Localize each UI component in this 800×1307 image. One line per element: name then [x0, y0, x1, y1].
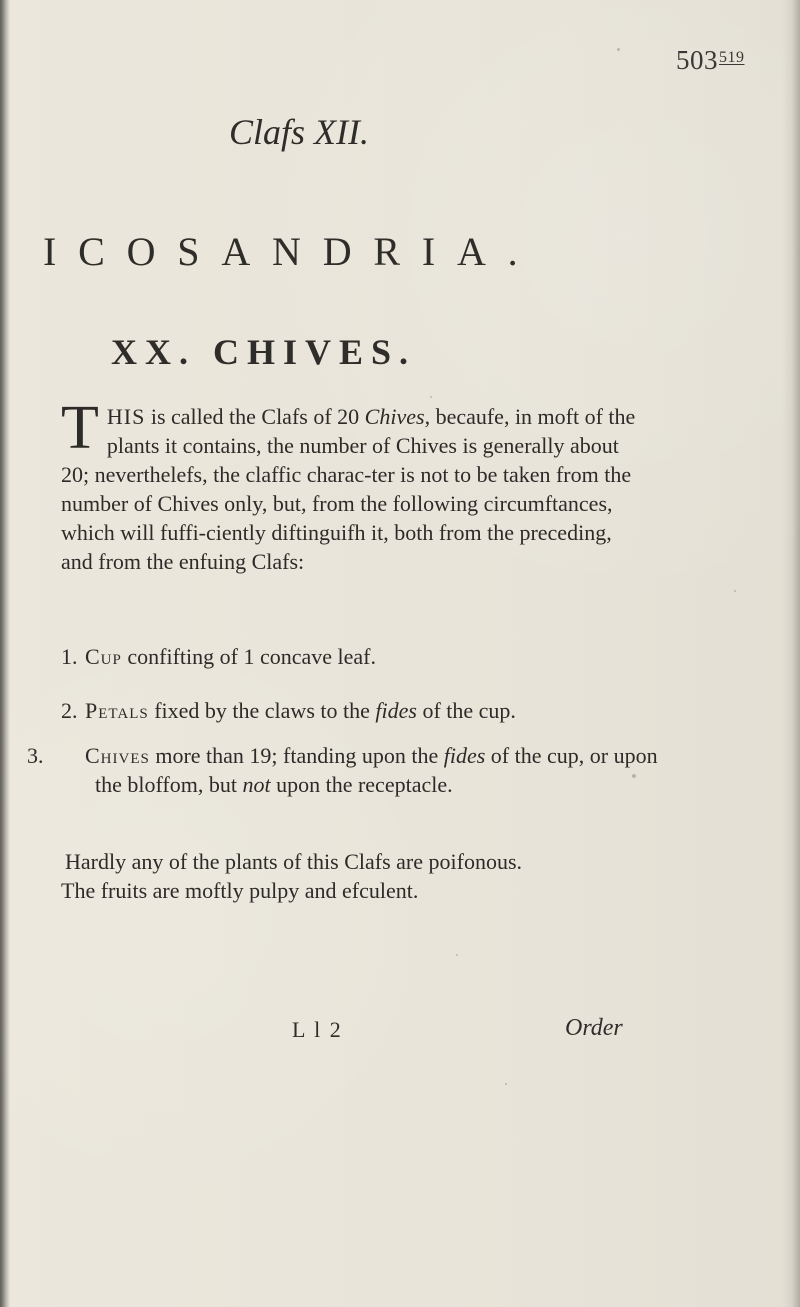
list-item-title: Cup	[85, 644, 122, 669]
page-number	[676, 45, 745, 76]
intro-opening-word: HIS	[106, 404, 146, 429]
list-item-number: 2.	[61, 698, 78, 723]
page-binding-edge	[0, 0, 10, 1307]
list-item-emphasis-not: not	[242, 772, 271, 797]
paper-speck	[734, 590, 736, 592]
closing-paragraph	[61, 847, 641, 905]
page-right-shadow	[782, 0, 800, 1307]
list-item	[61, 642, 641, 671]
list-item-text-after: of the cup.	[416, 698, 516, 723]
list-item-title: Petals	[85, 698, 149, 723]
section-title: XX. CHIVES.	[111, 332, 417, 372]
catchword: Order	[565, 1015, 623, 1041]
closing-line-2: The fruits are moftly pulpy and efculent.	[61, 878, 419, 903]
class-heading: Clafs XII.	[229, 112, 369, 152]
list-item-number: 1.	[61, 644, 78, 669]
intro-text-part1: is called the Clafs of 20	[145, 404, 365, 429]
list-item	[27, 741, 675, 799]
list-item-text-middle: of the cup, or upon the bloffom, but	[95, 743, 658, 797]
closing-line-1: Hardly any of the plants of this Clafs are poifonous.	[65, 849, 523, 874]
signature-mark: L l 2	[292, 1017, 343, 1042]
paper-speck	[505, 1083, 507, 1085]
list-item-emphasis: fides	[443, 743, 486, 768]
list-item-text-before: fixed by the claws to the	[148, 698, 376, 723]
intro-paragraph	[61, 394, 641, 576]
list-item-emphasis: fides	[375, 698, 417, 723]
paper-speck	[456, 954, 458, 956]
list-item	[61, 696, 641, 725]
intro-term: Chives	[364, 404, 425, 429]
page-number-mark: 519	[719, 49, 745, 66]
list-item-number: 3.	[27, 743, 44, 768]
list-item-text: confifting of 1 concave leaf.	[121, 644, 376, 669]
list-item-title: Chives	[85, 743, 150, 768]
intro-text-part2: , becaufe, in moft of the plants it contains, the number of Chives is generally about 20; neverthelefs, the claffic charac-ter is not to be taken from the number of Chives only, but, from the following circumftances, which will fuffi-ciently diftinguifh it, both from the preceding, and from the enfuing Clafs:	[61, 404, 636, 574]
paper-speck	[430, 396, 432, 398]
drop-cap: T	[61, 394, 99, 462]
list-item-text-after: upon the receptacle.	[270, 772, 453, 797]
paper-speck	[617, 48, 620, 51]
page-number-main: 503	[676, 45, 718, 75]
main-title: ICOSANDRIA.	[43, 229, 540, 274]
list-item-text-before: more than 19; ftanding upon the	[149, 743, 444, 768]
